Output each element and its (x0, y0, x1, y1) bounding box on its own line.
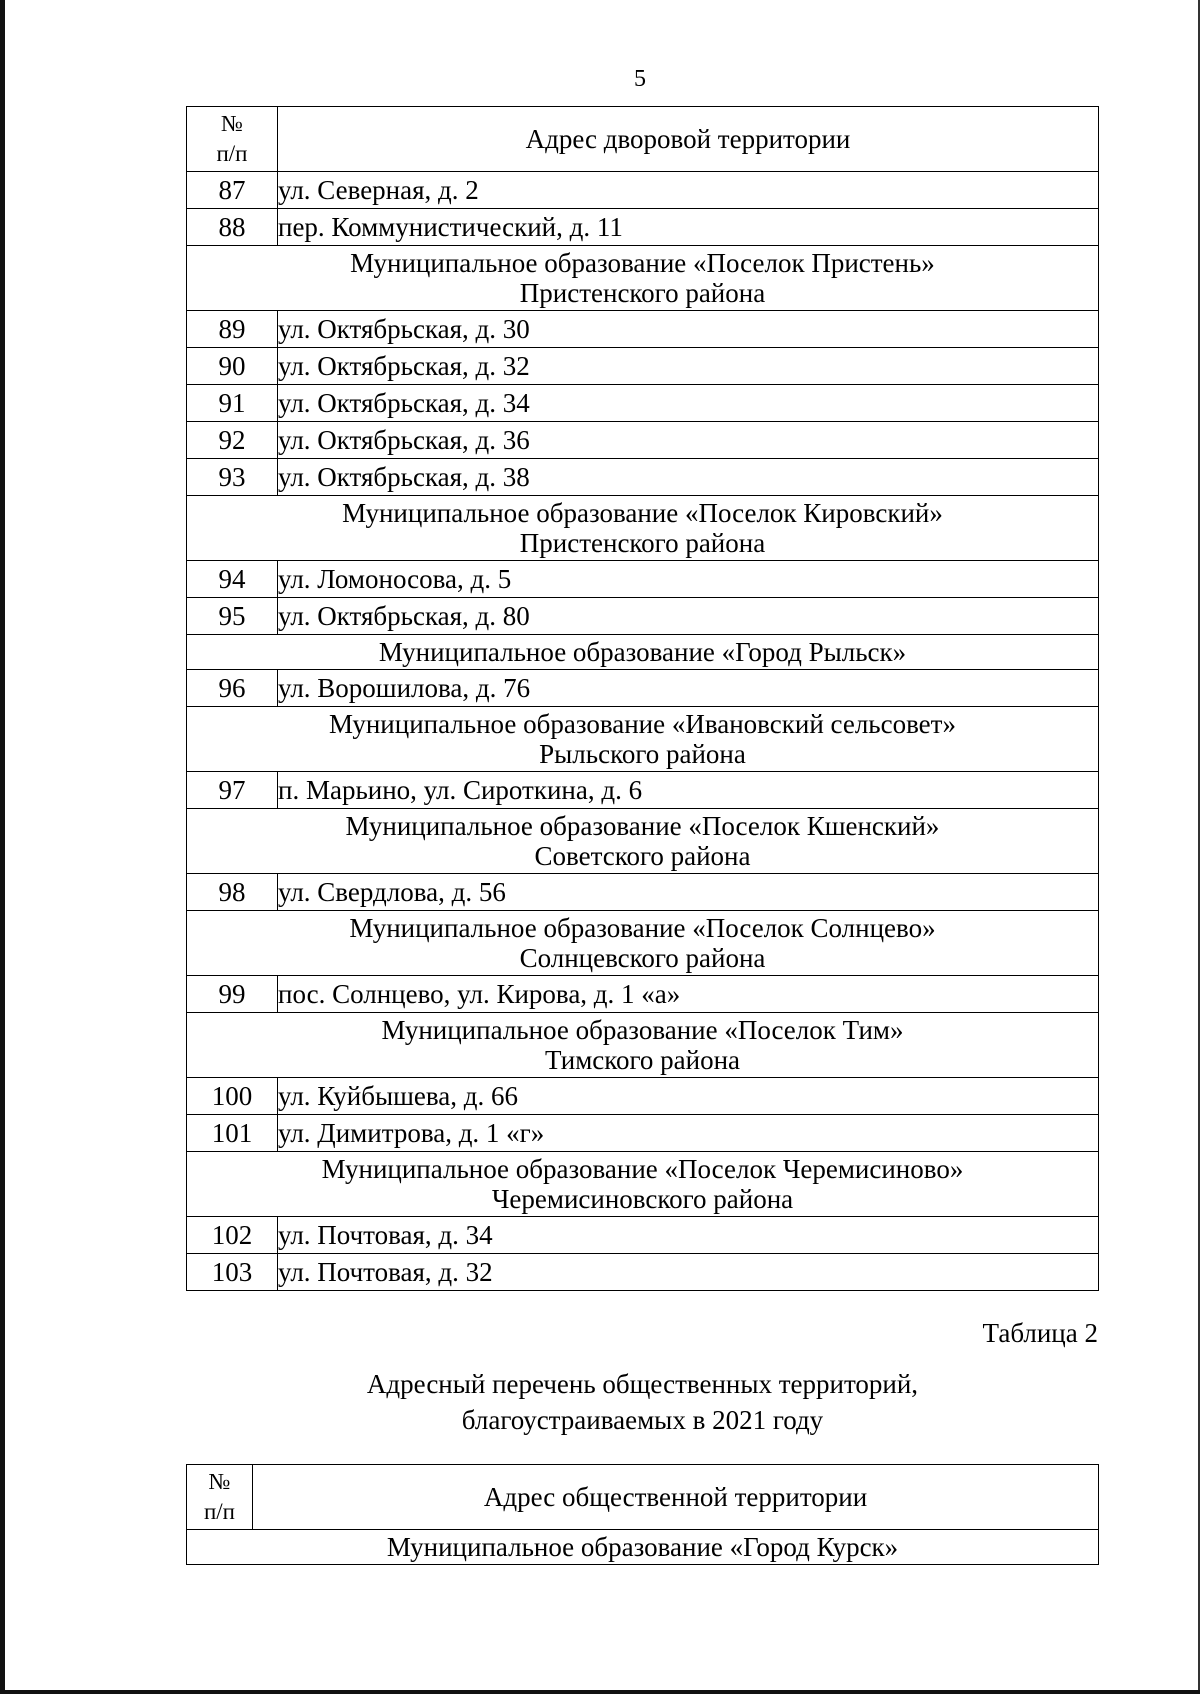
table-header-row (187, 107, 1099, 172)
table-row (187, 209, 1099, 246)
header-num: № п/п (187, 1465, 253, 1530)
table-row (187, 459, 1099, 496)
table-row (187, 1217, 1099, 1254)
row-address: ул. Октябрьская, д. 32 (278, 348, 1099, 385)
row-number: 95 (187, 598, 278, 635)
row-address: ул. Северная, д. 2 (278, 172, 1099, 209)
table-row (187, 874, 1099, 911)
yard-territories-table (186, 106, 1099, 1291)
table-row (187, 976, 1099, 1013)
page-number: 5 (634, 66, 646, 92)
public-territories-table (186, 1464, 1099, 1565)
table-row (187, 1254, 1099, 1291)
row-number: 97 (187, 772, 278, 809)
municipality-row (187, 911, 1099, 976)
municipality-row (187, 246, 1099, 311)
header-address: Адрес общественной территории (253, 1465, 1099, 1530)
row-number: 89 (187, 311, 278, 348)
municipality-heading: Муниципальное образование «Поселок Кировский» Пристенского района (187, 496, 1099, 561)
row-address: ул. Ворошилова, д. 76 (278, 670, 1099, 707)
table-body (187, 172, 1099, 1291)
row-number: 92 (187, 422, 278, 459)
municipality-row (187, 1152, 1099, 1217)
row-number: 93 (187, 459, 278, 496)
municipality-row (187, 809, 1099, 874)
municipality-heading: Муниципальное образование «Поселок Пристень» Пристенского района (187, 246, 1099, 311)
row-address: ул. Димитрова, д. 1 «г» (278, 1115, 1099, 1152)
row-address: ул. Куйбышева, д. 66 (278, 1078, 1099, 1115)
table-row (187, 348, 1099, 385)
table-row (187, 561, 1099, 598)
row-address: пос. Солнцево, ул. Кирова, д. 1 «а» (278, 976, 1099, 1013)
table-row (187, 772, 1099, 809)
row-address: ул. Октябрьская, д. 80 (278, 598, 1099, 635)
municipality-heading: Муниципальное образование «Поселок Солнцево» Солнцевского района (187, 911, 1099, 976)
municipality-heading: Муниципальное образование «Поселок Тим» Тимского района (187, 1013, 1099, 1078)
municipality-heading: Муниципальное образование «Поселок Черемисиново» Черемисиновского района (187, 1152, 1099, 1217)
row-number: 90 (187, 348, 278, 385)
header-num: № п/п (187, 107, 278, 172)
header-address: Адрес дворовой территории (278, 107, 1099, 172)
row-number: 91 (187, 385, 278, 422)
row-address: пер. Коммунистический, д. 11 (278, 209, 1099, 246)
row-address: ул. Октябрьская, д. 34 (278, 385, 1099, 422)
municipality-heading: Муниципальное образование «Город Курск» (187, 1530, 1099, 1565)
table-row (187, 598, 1099, 635)
table-row (187, 422, 1099, 459)
row-address: ул. Свердлова, д. 56 (278, 874, 1099, 911)
row-number: 98 (187, 874, 278, 911)
table-row (187, 1078, 1099, 1115)
municipality-heading: Муниципальное образование «Город Рыльск» (187, 635, 1099, 670)
table2-caption: Таблица 2 (982, 1318, 1098, 1348)
row-number: 87 (187, 172, 278, 209)
municipality-row (187, 1530, 1099, 1565)
row-number: 96 (187, 670, 278, 707)
row-address: ул. Ломоносова, д. 5 (278, 561, 1099, 598)
row-number: 101 (187, 1115, 278, 1152)
scan-edge-left (0, 0, 5, 1694)
row-address: ул. Октябрьская, д. 38 (278, 459, 1099, 496)
table-row (187, 385, 1099, 422)
row-address: п. Марьино, ул. Сироткина, д. 6 (278, 772, 1099, 809)
row-address: ул. Октябрьская, д. 30 (278, 311, 1099, 348)
scan-edge-bottom (0, 1690, 1200, 1694)
table-row (187, 670, 1099, 707)
row-number: 100 (187, 1078, 278, 1115)
table2-title: Адресный перечень общественных территорий, благоустраиваемых в 2021 году (366, 1369, 919, 1435)
table-row (187, 1115, 1099, 1152)
table-row (187, 311, 1099, 348)
row-number: 88 (187, 209, 278, 246)
municipality-row (187, 635, 1099, 670)
table-row (187, 172, 1099, 209)
row-address: ул. Октябрьская, д. 36 (278, 422, 1099, 459)
row-address: ул. Почтовая, д. 32 (278, 1254, 1099, 1291)
row-number: 94 (187, 561, 278, 598)
row-number: 103 (187, 1254, 278, 1291)
municipality-heading: Муниципальное образование «Ивановский сельсовет» Рыльского района (187, 707, 1099, 772)
table-header-row (187, 1465, 1099, 1530)
municipality-row (187, 1013, 1099, 1078)
municipality-heading: Муниципальное образование «Поселок Кшенский» Советского района (187, 809, 1099, 874)
row-number: 102 (187, 1217, 278, 1254)
municipality-row (187, 496, 1099, 561)
municipality-row (187, 707, 1099, 772)
table-body (187, 1530, 1099, 1565)
row-number: 99 (187, 976, 278, 1013)
row-address: ул. Почтовая, д. 34 (278, 1217, 1099, 1254)
